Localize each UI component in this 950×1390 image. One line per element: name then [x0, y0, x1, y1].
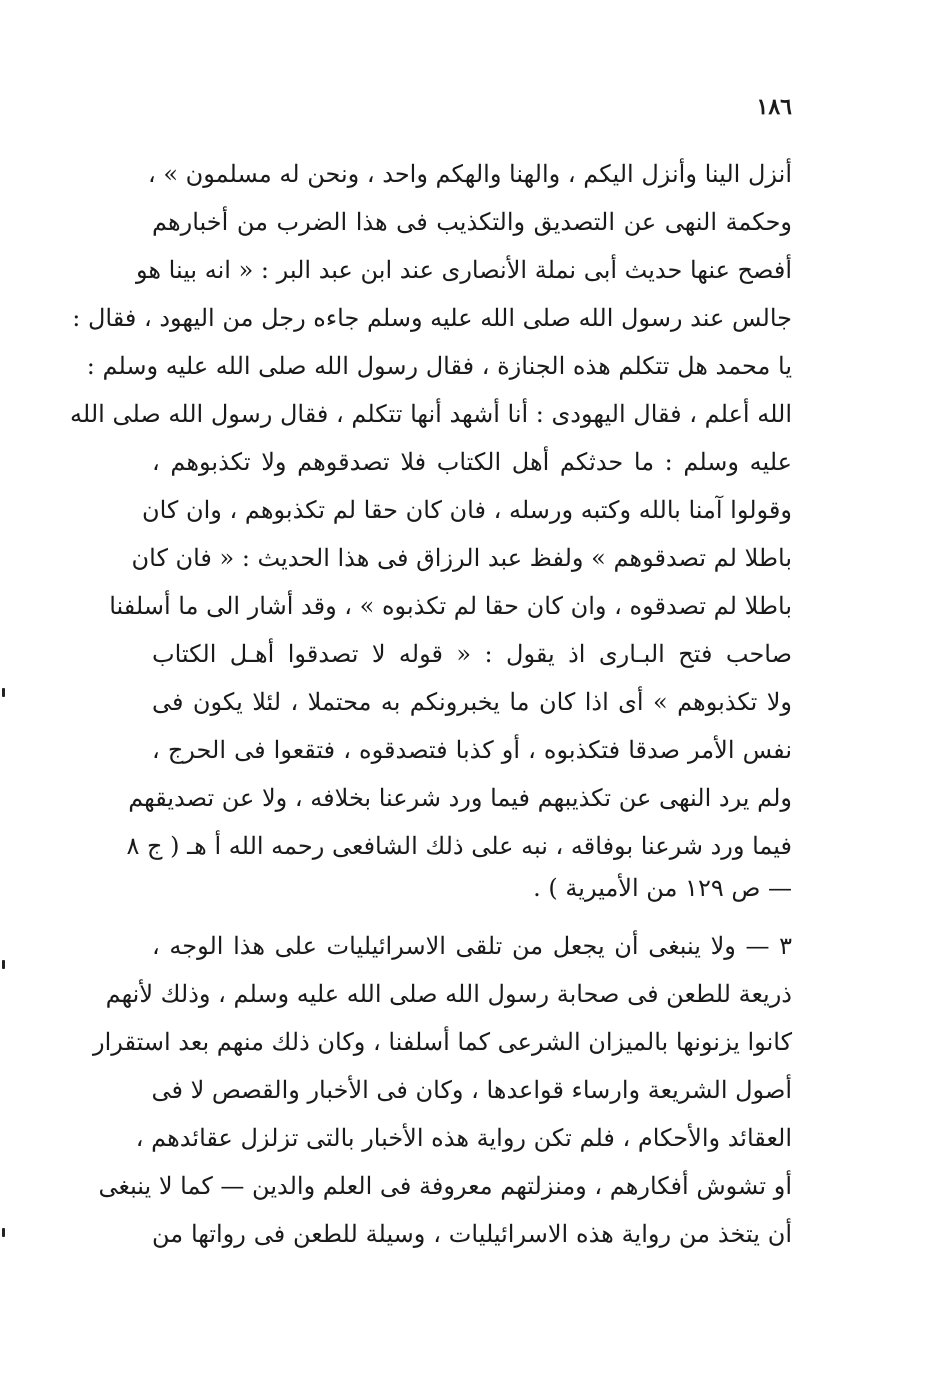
text-line: أنزل الينا وأنزل اليكم ، والهنا والهكم واحد ، ونحن له مسلمون » ،	[147, 160, 792, 188]
text-line: صاحب فتح البـارى اذ يقول : « قوله لا تصدقوا أهـل الكتاب	[152, 640, 792, 668]
text-line: كانوا يزنونها بالميزان الشرعى كما أسلفنا ، وكان ذلك منهم بعد استقرار	[93, 1028, 792, 1056]
text-line: ولم يرد النهى عن تكذيبهم فيما ورد شرعنا بخلافه ، ولا عن تصديقهم	[128, 784, 792, 812]
text-line: ذريعة للطعن فى صحابة رسول الله صلى الله عليه وسلم ، وذلك لأنهم	[105, 980, 792, 1008]
text-line: العقائد والأحكام ، فلم تكن رواية هذه الأخبار بالتى تزلزل عقائدهم ،	[135, 1124, 792, 1152]
text-line: وحكمة النهى عن التصديق والتكذيب فى هذا الضرب من أخبارهم	[152, 208, 792, 236]
text-line: جالس عند رسول الله صلى الله عليه وسلم جاءه رجل من اليهود ، فقال :	[72, 304, 792, 332]
text-line: باطلا لم تصدقوه ، وان كان حقا لم تكذبوه » ، وقد أشار الى ما أسلفنا	[109, 592, 792, 620]
scan-margin-mark	[2, 1228, 5, 1237]
paragraph-quote-continuation	[70, 150, 792, 910]
text-line: وقولوا آمنا بالله وكتبه ورسله ، فان كان حقا لم تكذبوهم ، وان كان	[141, 496, 792, 524]
text-line: الله أعلم ، فقال اليهودى : أنا أشهد أنها تتكلم ، فقال رسول الله صلى الله	[70, 400, 792, 428]
scan-margin-mark	[2, 960, 5, 969]
text-line: أصول الشريعة وارساء قواعدها ، وكان فى الأخبار والقصص لا فى	[151, 1076, 792, 1104]
paragraph-point-three	[93, 922, 792, 1258]
text-line: باطلا لم تصدقوهم » ولفظ عبد الرزاق فى هذا الحديث : « فان كان	[131, 544, 792, 572]
text-line: أفصح عنها حديث أبى نملة الأنصارى عند ابن عبد البر : « انه بينا هو	[135, 256, 792, 284]
scan-margin-mark	[2, 688, 5, 697]
text-line: — ص ١٢٩ من الأميرية ) .	[533, 874, 792, 902]
page-number: ١٨٦	[756, 94, 792, 120]
text-line: أو تشوش أفكارهم ، ومنزلتهم معروفة فى العلم والدين — كما لا ينبغى	[98, 1172, 792, 1200]
text-line: فيما ورد شرعنا بوفاقه ، نبه على ذلك الشافعى رحمه الله أ هـ ( ج ٨	[126, 832, 792, 860]
text-line: أن يتخذ من رواية هذه الاسرائيليات ، وسيلة للطعن فى رواتها من	[152, 1220, 792, 1248]
text-line: ٣ — ولا ينبغى أن يجعل من تلقى الاسرائيليات على هذا الوجه ،	[152, 932, 792, 960]
text-line: نفس الأمر صدقا فتكذبوه ، أو كذبا فتصدقوه ، فتقعوا فى الحرج ،	[152, 736, 792, 764]
text-line: ولا تكذبوهم » أى اذا كان ما يخبرونكم به محتملا ، لئلا يكون فى	[152, 688, 792, 716]
text-line: يا محمد هل تتكلم هذه الجنازة ، فقال رسول الله صلى الله عليه وسلم :	[86, 352, 792, 380]
text-line: عليه وسلم : ما حدثكم أهل الكتاب فلا تصدقوهم ولا تكذبوهم ،	[152, 448, 792, 476]
